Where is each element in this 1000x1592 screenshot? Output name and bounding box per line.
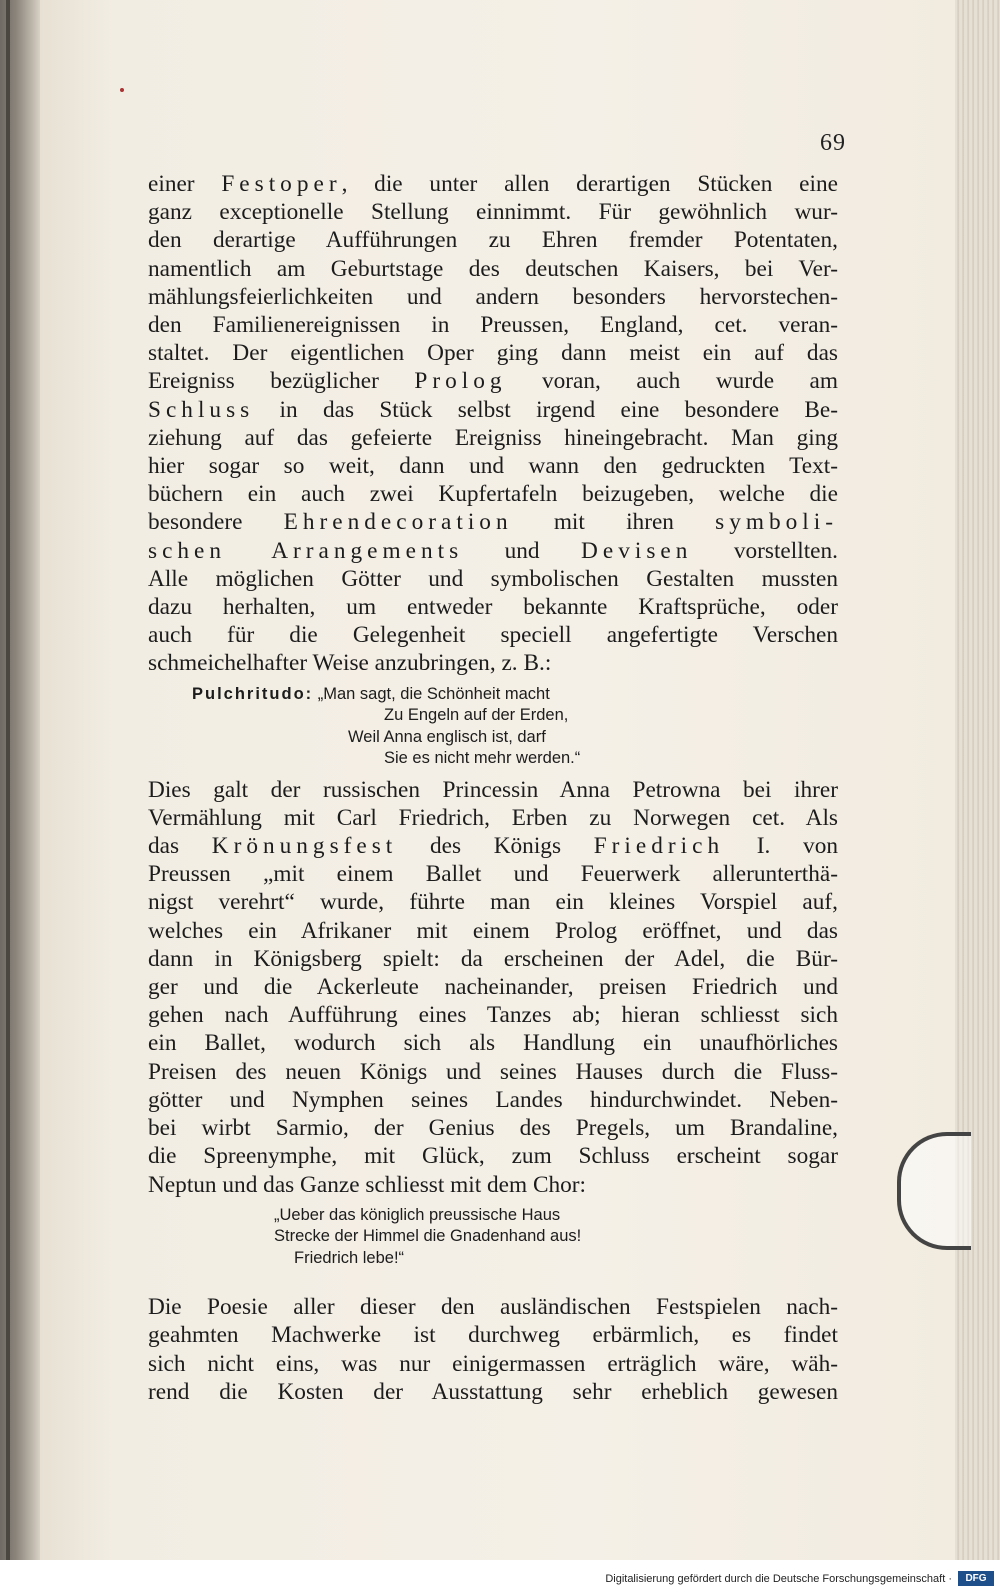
text-line: Neptun und das Ganze schliesst mit dem Chor: bbox=[148, 1171, 587, 1198]
text-line: staltet. Der eigentlichen Oper ging dann meist ein auf das bbox=[148, 340, 838, 367]
verse-line bbox=[192, 684, 838, 706]
text-line: Die Poesie aller dieser den ausländischen Festspielen nach- bbox=[148, 1294, 838, 1321]
page-stack-edge bbox=[955, 0, 1000, 1560]
text-line: die Spreenymphe, mit Glück, zum Schluss erscheint sogar bbox=[148, 1143, 838, 1170]
paragraph-festoper bbox=[148, 170, 838, 678]
text-line: Alle möglichen Götter und symbolischen Gestalten mussten bbox=[148, 565, 838, 592]
text-line: sich nicht eins, was nur einigermassen erträglich wäre, wäh- bbox=[148, 1350, 838, 1377]
text-line: besondere Ehrendecoration mit ihren symboli- bbox=[148, 509, 838, 536]
text-line: geahmten Machwerke ist durchweg erbärmlich, es findet bbox=[148, 1322, 838, 1349]
page-number: 69 bbox=[820, 130, 846, 156]
spine-shadow bbox=[6, 0, 10, 1560]
verse-speaker: Pulchritudo: bbox=[192, 684, 314, 703]
ink-speck bbox=[120, 88, 124, 92]
text-line: ein Ballet, wodurch sich als Handlung ein unaufhörliches bbox=[148, 1030, 838, 1057]
text-line: hier sogar so weit, dann und wann den gedruckten Text- bbox=[148, 453, 838, 480]
text-line: Preisen des neuen Königs und seines Hauses durch die Fluss- bbox=[148, 1058, 838, 1085]
verse-pulchritudo bbox=[148, 684, 838, 770]
chorus-line: Friedrich lebe!“ bbox=[294, 1248, 405, 1267]
text-line: mählungsfeierlichkeiten und andern besonders hervorstechen- bbox=[148, 283, 838, 310]
text-line: gehen nach Aufführung eines Tanzes ab; hieran schliesst sich bbox=[148, 1002, 838, 1029]
text-line: nigst verehrt“ wurde, führte man ein kleines Vorspiel auf, bbox=[148, 889, 838, 916]
page-clip bbox=[897, 1132, 971, 1250]
chorus-line: Strecke der Himmel die Gnadenhand aus! bbox=[274, 1227, 582, 1246]
text-line: bei wirbt Sarmio, der Genius des Pregels, um Brandaline, bbox=[148, 1115, 838, 1142]
text-line: ger und die Ackerleute nacheinander, preisen Friedrich und bbox=[148, 974, 838, 1001]
text-line: büchern ein auch zwei Kupfertafeln beizugeben, welche die bbox=[148, 481, 838, 508]
paragraph-poesie bbox=[148, 1293, 838, 1406]
text-line: welches ein Afrikaner mit einem Prolog eröffnet, und das bbox=[148, 917, 838, 944]
text-line: Schluss in das Stück selbst irgend eine besondere Be- bbox=[148, 396, 838, 423]
text-line: dazu herhalten, um entweder bekannte Kraftsprüche, oder bbox=[148, 594, 838, 621]
text-line: Ereigniss bezüglicher Prolog voran, auch wurde am bbox=[148, 368, 838, 395]
spacer bbox=[148, 1275, 838, 1293]
text-line: Preussen „mit einem Ballet und Feuerwerk allerunterthä- bbox=[148, 861, 838, 888]
text-line: ganz exceptionelle Stellung einnimmt. Für gewöhnlich wur- bbox=[148, 199, 838, 226]
footer-credit: Digitalisierung gefördert durch die Deutsche Forschungsgemeinschaft · bbox=[605, 1573, 952, 1585]
chorus-line: „Ueber das königlich preussische Haus bbox=[274, 1205, 561, 1224]
verse-line: Zu Engeln auf der Erden, bbox=[384, 706, 569, 725]
verse-line: Sie es nicht mehr werden.“ bbox=[384, 749, 581, 768]
text-line: den derartige Aufführungen zu Ehren fremder Potentaten, bbox=[148, 227, 838, 254]
text-line: schen Arrangements und Devisen vorstellten. bbox=[148, 537, 838, 564]
text-line: götter und Nymphen seines Landes hindurchwindet. Neben- bbox=[148, 1086, 838, 1113]
verse-text: „Man sagt, die Schönheit macht bbox=[317, 684, 550, 703]
text-line: rend die Kosten der Ausstattung sehr erheblich gewesen bbox=[148, 1378, 838, 1405]
text-line: Dies galt der russischen Princessin Anna Petrowna bei ihrer bbox=[148, 776, 838, 803]
verse-chor bbox=[148, 1205, 838, 1270]
text-line: Vermählung mit Carl Friedrich, Erben zu Norwegen cet. Als bbox=[148, 804, 838, 831]
text-line: auch für die Gelegenheit speciell angefertigte Verschen bbox=[148, 622, 838, 649]
verse-line: Weil Anna englisch ist, darf bbox=[348, 727, 546, 746]
text-line: ziehung auf das gefeierte Ereigniss hineingebracht. Man ging bbox=[148, 424, 838, 451]
text-line: schmeichelhafter Weise anzubringen, z. B.: bbox=[148, 650, 552, 677]
text-line: einer Festoper, die unter allen derartigen Stücken eine bbox=[148, 171, 838, 197]
body-text bbox=[148, 170, 838, 1406]
text-line: dann in Königsberg spielt: da erscheinen der Adel, die Bür- bbox=[148, 945, 838, 972]
text-line: namentlich am Geburtstage des deutschen Kaisers, bei Ver- bbox=[148, 255, 838, 282]
dfg-logo-icon: DFG bbox=[958, 1571, 994, 1586]
text-line: den Familienereignissen in Preussen, England, cet. veran- bbox=[148, 312, 838, 339]
text-line: das Krönungsfest des Königs Friedrich I. von bbox=[148, 833, 838, 860]
paragraph-kroenungsfest bbox=[148, 776, 838, 1199]
